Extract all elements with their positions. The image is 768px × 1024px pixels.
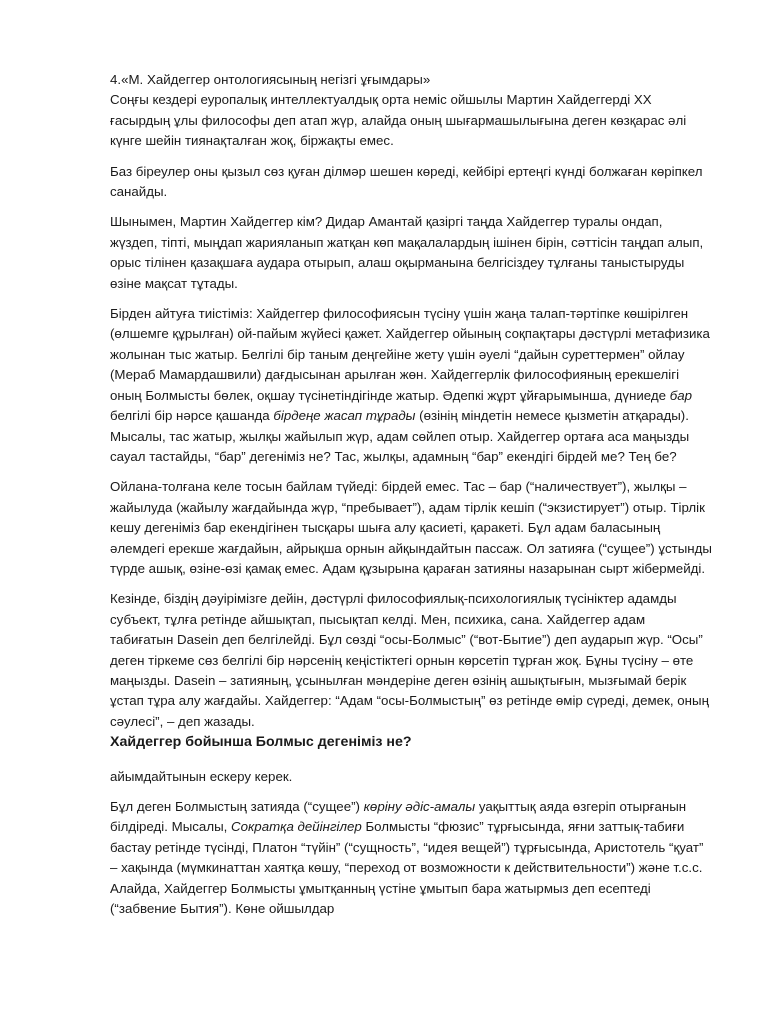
paragraph-intro: Соңғы кездері еуропалық интеллектуалдық орта неміс ойшылы Мартин Хайдеггерді ХХ ғасырдың ұлы философы деп атап жүр, алайда оның шығармашылығына деген көзқарас әлі күнге шейін тиянақталған жоқ, біржақты емес. bbox=[110, 92, 687, 149]
text-run: белгілі бір нәрсе қашанда bbox=[110, 408, 274, 424]
text-run: уақыттық аяда өзгеріп отырғанын білдіреді. Мысалы, bbox=[110, 799, 687, 835]
text-run: Бұл деген Болмыстың затияда (“сущее”) bbox=[110, 799, 364, 814]
paragraph-being-history bbox=[110, 797, 712, 919]
paragraph-opinions: Баз біреулер оны қызыл сөз қуған ділмәр шешен көреді, кейбірі ертеңгі күнді болжаған көріпкел санайды. bbox=[110, 163, 703, 200]
text-run: Болмысты “фюзис” тұрғысында, яғни заттық-табиғи бастау ретінде түсінді, Платон “түйін” (“сущность”, “идея вещей”) тұрғысында, Аристотель “қуат” – хақында (мүмкинаттан хаятқа көшу, “переход от возможности к действительности”) және т.с.с. Алайда, Хайдеггер Болмысты ұмытқанның үстіне ұмытып бара жатырмыз деп есептеді (“забвение Бытия”). Көне ойшылдар bbox=[110, 819, 704, 917]
paragraph-who-is-heidegger: Шынымен, Мартин Хайдеггер кім? Дидар Амантай қазіргі таңда Хайдеггер туралы ондап, жүздеп, тіпті, мыңдап жарияланып жатқан көп мақалалардың ішінен бірін, сәттісін таңдап алып, орыс тілінен қазақшаға аудара отырып, алаш оқырманына белгісіздеу тұлғаны таныстыруды өзіне мақсат тұтады. bbox=[110, 214, 704, 291]
text-run: (өзінің міндетін немесе қызметін атқарады). Мысалы, тас жатыр, жылқы жайылып жүр, адам сөйлеп отыр. Хайдеггер ортаға аса маңызды сауал тастайды, “бар” дегеніміз не? Тас, жылқы, адамның “бар” екендігі бірдей ме? Тең бе? bbox=[110, 408, 690, 464]
paragraph-existence: Ойлана-толғана келе тосын байлам түйеді: бірдей емес. Тас – бар (“наличествует”), жылқы – жайылуда (жайылу жағдайында жүр, “пребывает”), адам тірлік кешіп (“экзистирует”) отыр. Тірлік кешу дегеніміз бар екендігінен тысқары шыға алу қасиеті, қаракеті. Бұл адам баласының әлемдегі ерекше жағдайын, айрықша орнын айқындайтын пассаж. Ол затияға (“сущее”) ұстынды түрде ашық, өзіне-өзі қамақ емес. Адам құзырына қараған затияны назарынан сырт жібермейді. bbox=[110, 479, 712, 576]
paragraph-being-concept bbox=[110, 304, 712, 467]
text-run: Бірден айтуға тиістіміз: Хайдеггер философиясын түсіну үшін жаңа талап-тәртіпке көшірілген (өлшемге құрылған) ой-пайым жүйесі қажет. Хайдеггер ойының соқпақтары дәстүрлі метафизика жолынан тыс жатыр. Белгілі бір таным деңгейіне жету үшін әуелі “дайын суреттермен” ойлау (Мераб Мамардашвили) дағдысынан арылған жөн. Хайдеггерлік философияның ерекшелігі оның Болмысты бөлек, оқшау түсінетіндігінде жатыр. Әдепкі жұрт ұйғарымынша, дүниеде bbox=[110, 306, 710, 403]
paragraph-dasein: Кезінде, біздің дәуірімізге дейін, дәстүрлі философиялық-психологиялық түсініктер адамды субъект, тұлға ретінде айшықтап, пысықтап келді. Мен, психика, сана. Хайдеггер адам табиғатын Dasein деп белгілейді. Бұл сөзді “осы-Болмыс” (“вот-Бытие”) деп аударып жүр. “Осы” деген тіркеме сөз белгілі бір нәрсенің кеңістіктегі орнын көрсетіп тұрған жоқ. Бұны түсіну – өте маңызды. Dasein – затияның, ұсынылған мәндеріне деген өзінің ашықтығын, мызғымай берік ұстап тұра алу жағдайы. Хайдеггер: “Адам “осы-Болмыстың” өз ретінде өмір сүреді, демек, оның сәулесі”, – деп жазады. bbox=[110, 591, 709, 729]
document-section-title: 4.«М. Хайдеггер онтологиясының негізгі ұғымдары» bbox=[110, 72, 431, 87]
italic-text: бар bbox=[669, 387, 693, 403]
italic-text: Сократқа дейінгілер bbox=[231, 819, 362, 835]
paragraph-fragment: айымдайтынын ескеру керек. bbox=[110, 768, 293, 784]
italic-text: көріну әдіс-амалы bbox=[363, 799, 476, 814]
italic-text: бірдеңе жасап тұрады bbox=[273, 408, 416, 424]
section-heading: Хайдеггер бойынша Болмыс дегеніміз не? bbox=[110, 734, 412, 751]
